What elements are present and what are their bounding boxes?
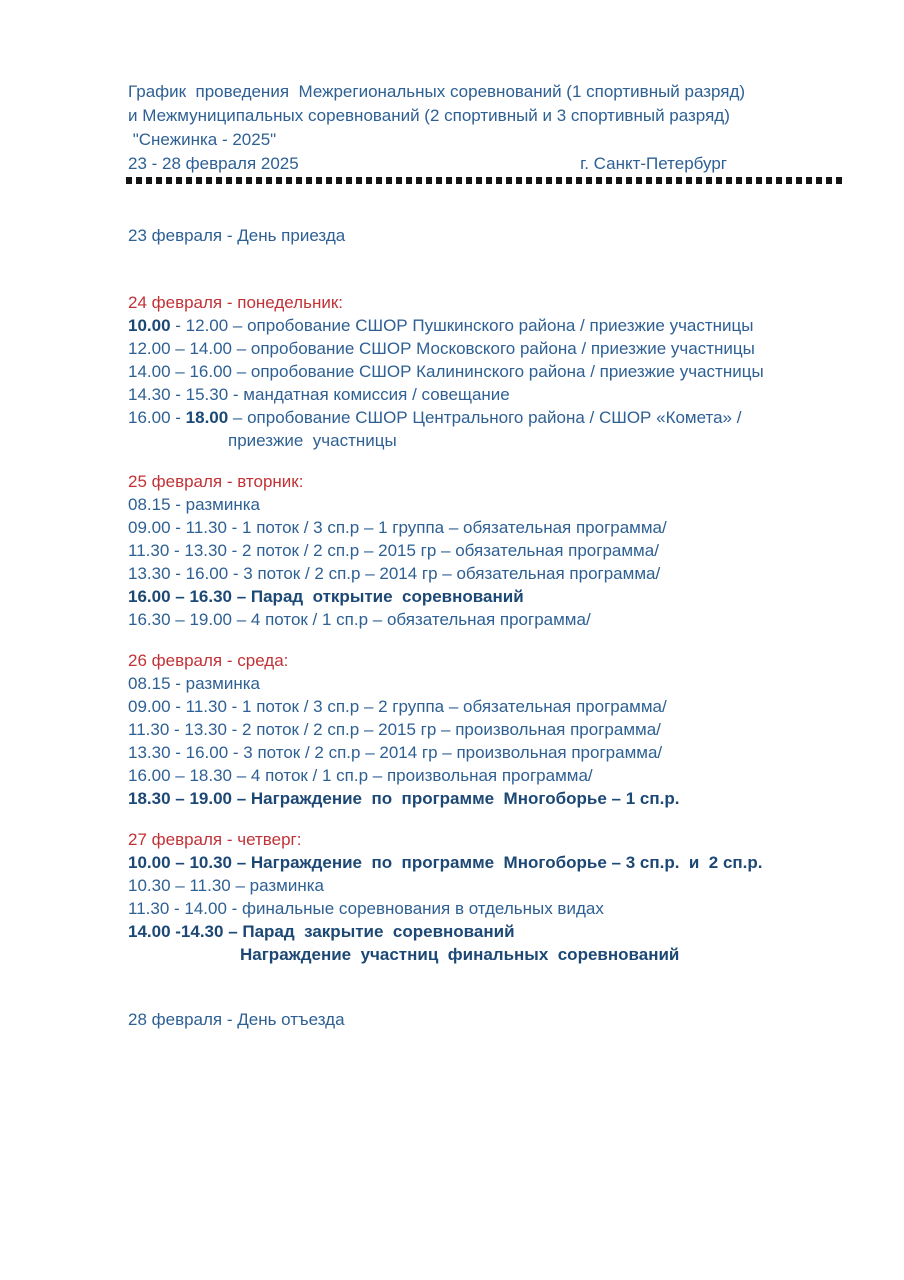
schedule-line <box>128 695 850 718</box>
schedule-line <box>128 337 850 360</box>
schedule-line-text: 11.30 - 13.30 - 2 поток / 2 сп.р – 2015 гр – произвольная программа/ <box>128 720 661 739</box>
schedule-line <box>128 314 850 337</box>
city-label: г. Санкт-Петербург <box>580 154 727 173</box>
day-title: 27 февраля - четверг: <box>128 830 302 849</box>
schedule-line-text: 13.30 - 16.00 - 3 поток / 2 сп.р – 2014 гр – обязательная программа/ <box>128 564 661 583</box>
schedule-line-text: - 12.00 – опробование СШОР Пушкинского района / приезжие участницы <box>170 316 754 335</box>
schedule-line-text: 14.00 – 16.00 – опробование СШОР Калининского района / приезжие участницы <box>128 362 764 381</box>
schedule-line <box>128 585 850 608</box>
schedule-line <box>128 920 850 943</box>
dotted-divider <box>126 177 842 184</box>
schedule-line <box>128 406 850 429</box>
date-range: 23 - 28 февраля 2025 <box>128 154 299 173</box>
schedule-line-text: 16.00 – 18.30 – 4 поток / 1 сп.р – произвольная программа/ <box>128 766 593 785</box>
schedule-line <box>128 874 850 897</box>
header-title-line-2: и Межмуниципальных соревнований (2 спортивный и 3 спортивный разряд) <box>128 106 730 125</box>
schedule-line <box>128 539 850 562</box>
schedule-line-text: 11.30 - 13.30 - 2 поток / 2 сп.р – 2015 гр – обязательная программа/ <box>128 541 659 560</box>
schedule-line <box>128 360 850 383</box>
schedule-line <box>128 608 850 631</box>
schedule-line <box>128 672 850 695</box>
schedule-line <box>128 493 850 516</box>
header-title-line-3: "Снежинка - 2025" <box>128 130 277 149</box>
arrival-note: 23 февраля - День приезда <box>128 226 346 245</box>
schedule-line <box>128 429 850 452</box>
schedule-line-text: 16.00 - <box>128 408 186 427</box>
schedule-line-text: 11.30 - 14.00 - финальные соревнования в отдельных видах <box>128 899 604 918</box>
schedule-line-text: 09.00 - 11.30 - 1 поток / 3 сп.р – 1 группа – обязательная программа/ <box>128 518 667 537</box>
day-title: 26 февраля - среда: <box>128 651 289 670</box>
schedule-line-text: 10.30 – 11.30 – разминка <box>128 876 324 895</box>
day-section <box>128 470 850 631</box>
schedule-line <box>128 741 850 764</box>
schedule-line <box>128 787 850 810</box>
schedule-line-text: 13.30 - 16.00 - 3 поток / 2 сп.р – 2014 гр – произвольная программа/ <box>128 743 663 762</box>
schedule-line-bold-text: 10.00 <box>128 316 171 335</box>
schedule-line-bold-text: 10.00 – 10.30 – Награждение по программе Многоборье – 3 сп.р. и 2 сп.р. <box>128 853 763 872</box>
schedule-line <box>128 851 850 874</box>
schedule-line-text: – опробование СШОР Центрального района / СШОР «Комета» / <box>228 408 742 427</box>
schedule-line-bold-text: 18.00 <box>185 408 229 427</box>
schedule-line-text: приезжие участницы <box>228 431 397 450</box>
schedule-line <box>128 943 850 966</box>
document-header <box>128 80 850 176</box>
day-title: 24 февраля - понедельник: <box>128 293 344 312</box>
schedule-line-text: 14.30 - 15.30 - мандатная комиссия / совещание <box>128 385 510 404</box>
schedule-line <box>128 897 850 920</box>
schedule-line-text: 08.15 - разминка <box>128 674 260 693</box>
schedule-line-text: 08.15 - разминка <box>128 495 260 514</box>
schedule-line-text: 16.30 – 19.00 – 4 поток / 1 сп.р – обязательная программа/ <box>128 610 591 629</box>
schedule-line <box>128 718 850 741</box>
departure-note: 28 февраля - День отъезда <box>128 1010 345 1029</box>
day-title: 25 февраля - вторник: <box>128 472 304 491</box>
schedule-line-text: 09.00 - 11.30 - 1 поток / 3 сп.р – 2 группа – обязательная программа/ <box>128 697 667 716</box>
schedule-line <box>128 516 850 539</box>
schedule-line-text: 12.00 – 14.00 – опробование СШОР Московского района / приезжие участницы <box>128 339 755 358</box>
schedule-line <box>128 383 850 406</box>
schedule-line-bold-text: 14.00 -14.30 – Парад закрытие соревнований <box>128 922 515 941</box>
header-title-line-1: График проведения Межрегиональных соревнований (1 спортивный разряд) <box>128 82 746 101</box>
schedule-line <box>128 562 850 585</box>
header-date-row <box>128 152 727 176</box>
schedule-days <box>128 291 850 966</box>
schedule-line-bold-text: 18.30 – 19.00 – Награждение по программе Многоборье – 1 сп.р. <box>128 789 680 808</box>
day-section <box>128 828 850 966</box>
day-section <box>128 291 850 452</box>
schedule-line-bold-text: Награждение участниц финальных соревнований <box>240 945 680 964</box>
schedule-line-bold-text: 16.00 – 16.30 – Парад открытие соревнований <box>128 587 524 606</box>
schedule-line <box>128 764 850 787</box>
day-section <box>128 649 850 810</box>
